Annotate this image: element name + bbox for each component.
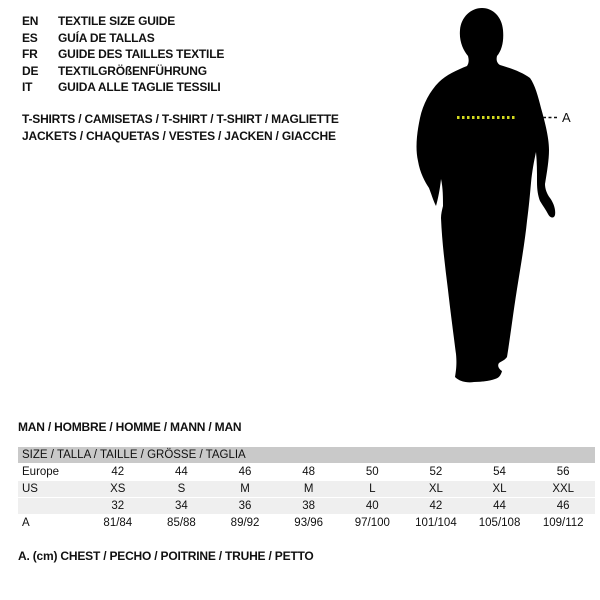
row-cell: 109/112 <box>542 517 584 529</box>
row-cell: 44 <box>175 466 188 478</box>
language-row <box>22 13 224 30</box>
size-table <box>18 447 595 531</box>
row-cell: 32 <box>111 500 125 512</box>
row-cell: 38 <box>302 500 316 512</box>
table-row <box>18 463 595 480</box>
row-cell: 42 <box>429 500 443 512</box>
table-body <box>18 463 595 531</box>
language-code: EN <box>22 14 39 28</box>
row-cell: 97/100 <box>354 517 390 529</box>
table-header: SIZE / TALLA / TAILLE / GRÖSSE / TAGLIA <box>18 447 595 463</box>
language-code: IT <box>22 80 33 94</box>
language-label: GUIDA ALLE TAGLIE TESSILI <box>58 80 221 94</box>
language-row <box>22 79 224 96</box>
table-row <box>18 497 595 514</box>
row-cell: 34 <box>175 500 188 512</box>
measure-label-a: A <box>562 110 571 125</box>
row-cell: 56 <box>556 466 570 478</box>
row-cell: 46 <box>238 466 252 478</box>
language-label: GUÍA DE TALLAS <box>58 30 155 45</box>
row-label: Europe <box>22 466 60 478</box>
man-silhouette-figure <box>410 0 600 400</box>
row-label: A <box>22 517 30 529</box>
row-cell: 52 <box>429 466 443 478</box>
man-silhouette <box>417 8 556 382</box>
table-row <box>18 514 595 531</box>
footnote: A. (cm) CHEST / PECHO / POITRINE / TRUHE / PETTO <box>18 549 314 563</box>
row-cell: 48 <box>302 466 316 478</box>
row-cell: XL <box>428 483 443 495</box>
language-row <box>22 46 224 63</box>
language-label: GUIDE DES TAILLES TEXTILE <box>58 47 225 61</box>
language-list <box>22 13 224 96</box>
row-cell: XXL <box>552 483 575 495</box>
row-cell: XL <box>492 483 507 495</box>
row-cell: 36 <box>238 500 252 512</box>
row-cell: M <box>240 483 250 495</box>
language-code: FR <box>22 47 38 61</box>
category-line: JACKETS / CHAQUETAS / VESTES / JACKEN / GIACCHE <box>22 129 336 143</box>
row-cell: 50 <box>365 466 379 478</box>
row-cell: XS <box>110 483 126 495</box>
language-row <box>22 63 224 80</box>
row-cell: L <box>369 483 376 495</box>
row-label <box>18 498 86 514</box>
row-cell: 40 <box>365 500 379 512</box>
section-title: MAN / HOMBRE / HOMME / MANN / MAN <box>18 420 242 434</box>
row-cell: S <box>177 483 186 495</box>
row-cell: 46 <box>556 500 570 512</box>
row-label: US <box>22 483 38 495</box>
category-line: T-SHIRTS / CAMISETAS / T-SHIRT / T-SHIRT / MAGLIETTE <box>22 112 339 126</box>
table-row <box>18 480 595 497</box>
language-label: TEXTILE SIZE GUIDE <box>58 14 176 28</box>
language-code: DE <box>22 63 39 78</box>
row-cell: 89/92 <box>230 517 260 529</box>
row-cell: 105/108 <box>478 517 521 529</box>
language-row <box>22 30 224 47</box>
row-cell: 42 <box>111 466 125 478</box>
row-cell: 81/84 <box>103 517 133 529</box>
category-lines <box>22 111 339 145</box>
row-cell: 44 <box>493 500 506 512</box>
row-cell: 93/96 <box>294 517 324 529</box>
language-label: TEXTILGRÖßENFÜHRUNG <box>58 63 207 78</box>
row-cell: 54 <box>493 466 506 478</box>
language-code: ES <box>22 30 38 45</box>
row-cell: 85/88 <box>167 517 196 529</box>
row-cell: 101/104 <box>415 517 457 529</box>
row-cell: M <box>303 483 314 495</box>
